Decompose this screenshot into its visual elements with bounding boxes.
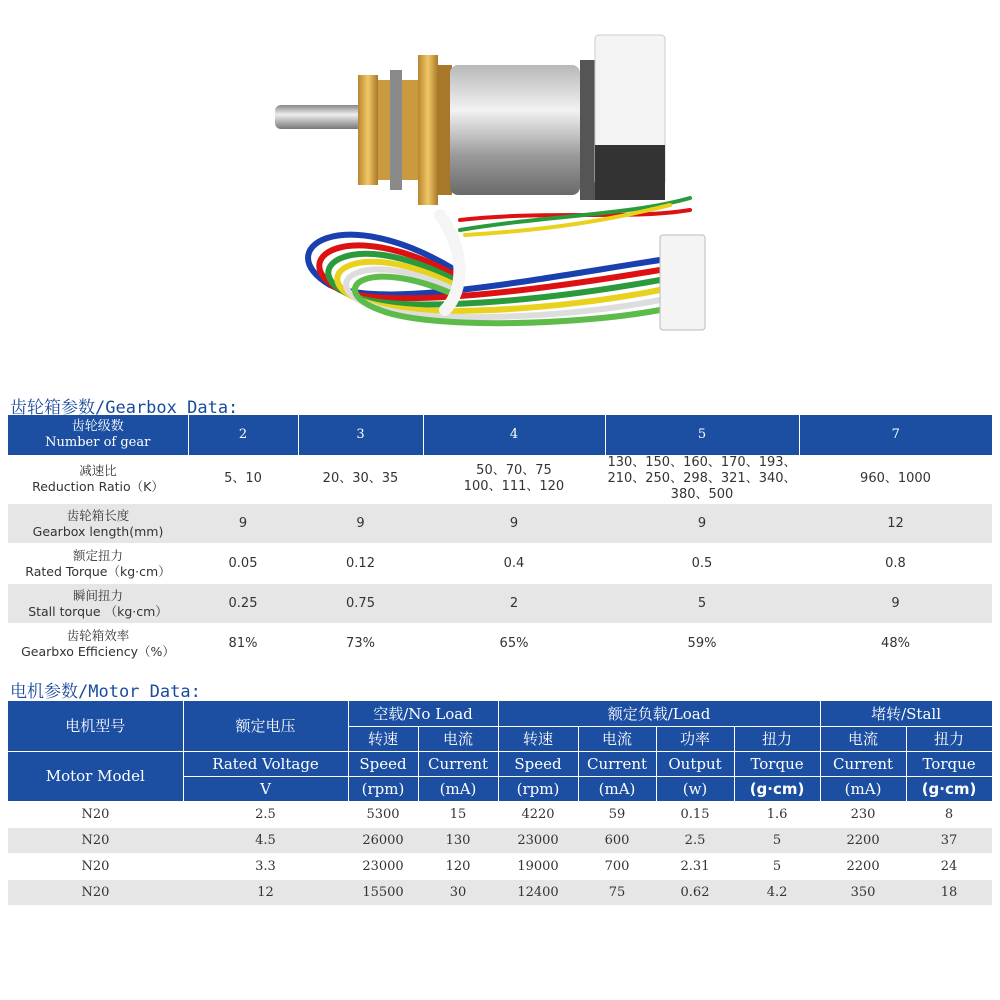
gearbox-cell-line: 9 <box>238 515 248 531</box>
stage-5: 5 <box>605 415 799 455</box>
gear-count-label-cn: 齿轮级数 <box>71 419 124 434</box>
motor-subheader-en: Torque <box>734 751 820 776</box>
motor-cell: 600 <box>578 827 656 853</box>
rated-voltage-unit: V <box>183 776 348 801</box>
motor-subheader-cn: 扭力 <box>734 726 820 751</box>
gearbox-cell-line: 12 <box>887 515 904 531</box>
motor-cell: 2.5 <box>183 801 348 827</box>
gearbox-cell-line: 0.12 <box>346 555 375 571</box>
motor-model-en: Motor Model <box>8 751 183 801</box>
motor-cell: 15500 <box>348 879 418 905</box>
gearbox-row-label-cn: 瞬间扭力 <box>72 587 123 603</box>
gearbox-cell-line: 0.75 <box>346 595 375 611</box>
gearbox-cell <box>188 504 298 544</box>
motor-subheader-cn: 扭力 <box>906 726 992 751</box>
gearbox-cell <box>188 584 298 624</box>
gearbox-cell-line: 130、150、160、170、193、 <box>607 455 797 470</box>
gearbox-cell <box>799 624 992 664</box>
motor-model-cell: N20 <box>8 853 183 879</box>
gearbox-cell-line: 210、250、298、321、340、380、500 <box>607 471 797 502</box>
motor-subheader-cn: 电流 <box>578 726 656 751</box>
motor-cell: 24 <box>906 853 992 879</box>
motor-cell: 5300 <box>348 801 418 827</box>
motor-cell: 5 <box>734 827 820 853</box>
motor-cell: 19000 <box>498 853 578 879</box>
stall-group: 堵转/Stall <box>820 701 992 726</box>
gearbox-cell-line: 5 <box>697 595 707 611</box>
gearbox-row-label-en: Rated Torque（kg·cm） <box>25 563 171 579</box>
gearbox-cell <box>423 624 605 664</box>
motor-row <box>8 801 992 827</box>
motor-cell: 8 <box>906 801 992 827</box>
gear-count-label <box>8 415 188 455</box>
gearbox-cell-line: 0.05 <box>228 555 258 571</box>
gearbox-row-label-en: Gearbox length(mm) <box>32 523 164 539</box>
motor-cell: 26000 <box>348 827 418 853</box>
gearbox-cell <box>605 504 799 544</box>
motor-row <box>8 853 992 879</box>
motor-data-table <box>8 701 993 906</box>
gearbox-cell <box>298 544 423 584</box>
motor-cell: 350 <box>820 879 906 905</box>
motor-unit: (rpm) <box>348 776 418 801</box>
motor-cell: 0.15 <box>656 801 734 827</box>
motor-section-title: 电机参数/Motor Data: <box>10 682 201 702</box>
gearbox-row-label-cn: 额定扭力 <box>72 547 123 563</box>
no-load-group: 空载/No Load <box>348 701 498 726</box>
motor-cell: 23000 <box>498 827 578 853</box>
motor-cell: 12 <box>183 879 348 905</box>
motor-model-cell: N20 <box>8 827 183 853</box>
gearbox-row-label <box>8 544 188 584</box>
gearbox-section-title: 齿轮箱参数/Gearbox Data: <box>10 398 239 418</box>
motor-subheader-en: Speed <box>348 751 418 776</box>
motor-cell: 1.6 <box>734 801 820 827</box>
motor-model-header <box>8 701 183 751</box>
motor-cell: 2.31 <box>656 853 734 879</box>
motor-cell: 2.5 <box>656 827 734 853</box>
motor-subheader-en: Torque <box>906 751 992 776</box>
motor-subheader-en: Speed <box>498 751 578 776</box>
gearbox-cell-line: 0.25 <box>228 595 258 611</box>
gearbox-cell-line: 5、10 <box>224 471 262 486</box>
motor-subheader-en: Current <box>418 751 498 776</box>
gearbox-cell-line: 81% <box>228 635 258 651</box>
stage-2: 2 <box>188 415 298 455</box>
motor-cell: 5 <box>734 853 820 879</box>
motor-subheader-en: Output <box>656 751 734 776</box>
gearbox-data-table <box>8 415 992 664</box>
motor-cell: 37 <box>906 827 992 853</box>
motor-subheader-cn: 功率 <box>656 726 734 751</box>
gearbox-row-label-cn: 齿轮箱效率 <box>66 627 130 643</box>
gearbox-cell <box>423 584 605 624</box>
motor-cell: 130 <box>418 827 498 853</box>
gearbox-cell <box>799 455 992 504</box>
motor-cell: 23000 <box>348 853 418 879</box>
motor-image <box>275 35 665 205</box>
gearbox-cell <box>605 455 799 504</box>
gearbox-cell-line: 9 <box>509 515 519 531</box>
motor-cell: 4.5 <box>183 827 348 853</box>
motor-cell: 59 <box>578 801 656 827</box>
gearbox-cell-line: 65% <box>499 635 529 651</box>
gearbox-cell-line: 59% <box>687 635 717 651</box>
gearbox-row-label <box>8 584 188 624</box>
gearbox-row <box>8 455 992 504</box>
motor-cell: 4.2 <box>734 879 820 905</box>
gearbox-cell <box>298 455 423 504</box>
gearbox-cell-line: 48% <box>881 635 910 651</box>
gearbox-cell <box>423 544 605 584</box>
stage-3: 3 <box>298 415 423 455</box>
motor-cell: 2200 <box>820 853 906 879</box>
motor-unit: (rpm) <box>498 776 578 801</box>
rated-voltage-cn: 额定电压 <box>183 701 348 751</box>
motor-cell: 30 <box>418 879 498 905</box>
product-photo <box>250 20 750 340</box>
motor-cell: 4220 <box>498 801 578 827</box>
motor-cell: 18 <box>906 879 992 905</box>
motor-cell: 15 <box>418 801 498 827</box>
gearbox-row <box>8 504 992 544</box>
motor-model-cn: 电机型号 <box>65 717 126 736</box>
motor-row <box>8 879 992 905</box>
gearbox-row-label <box>8 624 188 664</box>
motor-row <box>8 827 992 853</box>
motor-cell: 2200 <box>820 827 906 853</box>
gearbox-cell <box>188 624 298 664</box>
gearbox-cell <box>298 584 423 624</box>
load-group: 额定负载/Load <box>498 701 820 726</box>
gearbox-cell-line: 960、1000 <box>860 471 931 486</box>
gearbox-row-label-en: Gearbxo Efficiency（%） <box>21 643 175 659</box>
motor-cell: 3.3 <box>183 853 348 879</box>
motor-model-cell: N20 <box>8 879 183 905</box>
motor-cell: 700 <box>578 853 656 879</box>
gearbox-cell <box>423 504 605 544</box>
gearbox-row <box>8 544 992 584</box>
rated-voltage-en: Rated Voltage <box>183 751 348 776</box>
gearbox-cell-line: 9 <box>891 595 900 611</box>
gearbox-cell <box>423 455 605 504</box>
gearbox-cell-line: 100、111、120 <box>463 479 565 494</box>
motor-subheader-en: Current <box>820 751 906 776</box>
gearbox-cell-line: 50、70、75 <box>476 463 552 478</box>
gearbox-cell <box>188 544 298 584</box>
motor-unit: (g·cm) <box>734 776 820 801</box>
motor-cell: 0.62 <box>656 879 734 905</box>
gearbox-cell <box>799 544 992 584</box>
gearbox-cell <box>188 455 298 504</box>
motor-unit: (w) <box>656 776 734 801</box>
motor-subheader-cn: 转速 <box>348 726 418 751</box>
gearbox-cell-line: 0.4 <box>503 555 525 571</box>
gearbox-cell-line: 0.5 <box>691 555 713 571</box>
stage-4: 4 <box>423 415 605 455</box>
gearbox-cell <box>605 584 799 624</box>
gearbox-cell-line: 9 <box>697 515 707 531</box>
motor-cell: 12400 <box>498 879 578 905</box>
gear-count-label-en: Number of gear <box>45 435 151 450</box>
gearbox-cell-line: 9 <box>356 515 365 531</box>
motor-unit: (mA) <box>820 776 906 801</box>
motor-unit: (mA) <box>418 776 498 801</box>
gearbox-cell-line: 73% <box>346 635 375 651</box>
motor-cell: 120 <box>418 853 498 879</box>
gearbox-row-label-en: Reduction Ratio（K） <box>32 479 164 494</box>
gearbox-cell <box>799 584 992 624</box>
motor-unit: (g·cm) <box>906 776 992 801</box>
gearbox-cell <box>298 624 423 664</box>
motor-subheader-cn: 转速 <box>498 726 578 751</box>
motor-unit: (mA) <box>578 776 656 801</box>
motor-subheader-cn: 电流 <box>820 726 906 751</box>
gearbox-row-label <box>8 455 188 504</box>
cable-image <box>308 198 705 330</box>
motor-header-row-3 <box>8 751 992 776</box>
motor-cell: 75 <box>578 879 656 905</box>
motor-subheader-en: Current <box>578 751 656 776</box>
gearbox-row <box>8 624 992 664</box>
gearbox-header-row <box>8 415 992 455</box>
gearbox-row-label-en: Stall torque （kg·cm） <box>28 603 168 619</box>
gearbox-row-label-cn: 减速比 <box>79 463 117 478</box>
motor-cell: 230 <box>820 801 906 827</box>
gearbox-cell-line: 2 <box>509 595 519 611</box>
stage-7: 7 <box>891 427 900 442</box>
gearbox-cell <box>799 504 992 544</box>
motor-model-cell: N20 <box>8 801 183 827</box>
gearbox-cell <box>605 624 799 664</box>
gearbox-cell-line: 20、30、35 <box>322 471 399 486</box>
motor-subheader-cn: 电流 <box>418 726 498 751</box>
gearbox-cell <box>605 544 799 584</box>
gearbox-row-label-cn: 齿轮箱长度 <box>66 507 130 523</box>
gearbox-row <box>8 584 992 624</box>
gearbox-cell <box>298 504 423 544</box>
gearbox-row-label <box>8 504 188 544</box>
motor-header-row-1 <box>8 701 992 726</box>
gearbox-cell-line: 0.8 <box>885 555 906 571</box>
